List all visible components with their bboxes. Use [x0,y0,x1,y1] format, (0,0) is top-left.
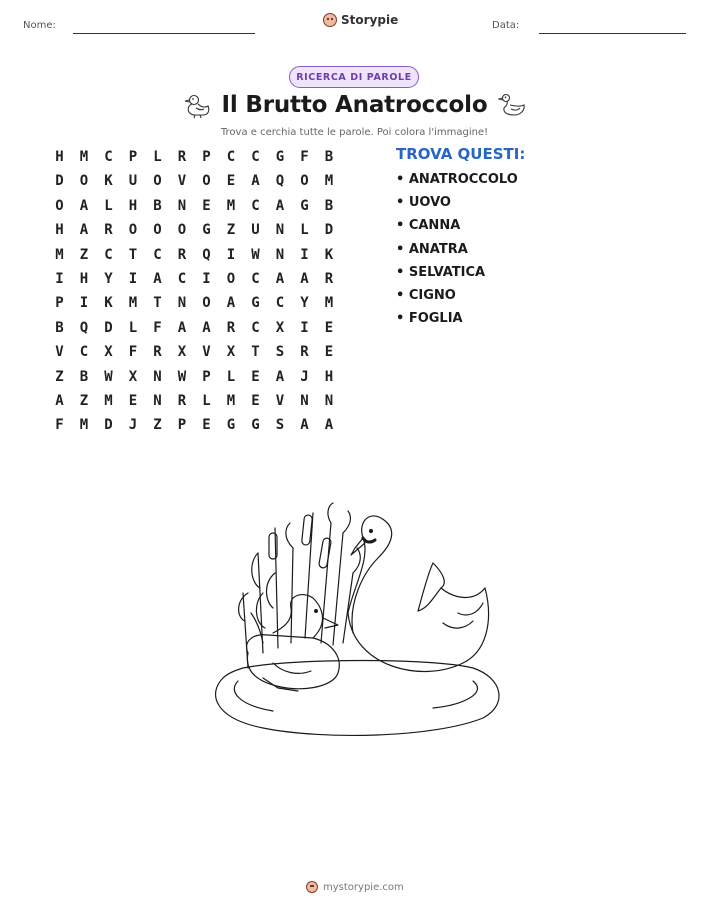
grid-letter: V [275,393,285,409]
swan-duckling-coloring-image [203,493,508,748]
grid-letter: B [324,197,334,214]
grid-letter: U [128,173,138,190]
grid-letter: M [79,417,89,434]
grid-letter: B [55,319,64,336]
grid-letter: X [104,344,113,361]
grid-letter: B [324,149,334,165]
grid-letter: C [104,149,113,165]
grid-letter: N [177,295,187,312]
grid-letter: V [55,344,64,361]
grid-letter: G [275,149,285,165]
grid-letter: N [153,393,162,409]
grid-letter: I [55,271,64,287]
grid-letter: D [104,417,113,434]
word-item: • CANNA [396,218,461,234]
grid-letter: P [202,368,211,385]
grid-letter: S [275,417,285,434]
grid-letter: G [300,197,309,214]
name-label: Nome: [23,20,56,31]
grid-letter: H [128,197,138,214]
grid-letter: A [153,271,162,287]
grid-letter: R [177,246,187,263]
grid-letter: E [251,393,260,409]
grid-letter: E [202,417,211,434]
grid-letter: A [177,319,187,336]
grid-letter: T [153,295,162,312]
grid-letter: O [202,295,211,312]
grid-letter: X [177,344,187,361]
grid-letter: H [324,368,334,385]
grid-letter: A [324,417,334,434]
grid-letter: Q [202,246,211,263]
grid-letter: C [79,344,89,361]
grid-letter: R [324,271,334,287]
page-title: Il Brutto Anatroccolo [221,92,488,118]
grid-letter: M [226,393,236,409]
grid-letter: A [226,295,236,312]
grid-letter: U [251,222,260,239]
grid-letter: Q [79,319,89,336]
grid-letter: T [128,246,138,263]
grid-letter: P [55,295,64,312]
grid-letter: L [128,319,138,336]
grid-letter: P [128,149,138,165]
duck-icon [498,93,526,119]
grid-letter: O [79,173,89,190]
grid-letter: A [300,417,309,434]
word-item: • ANATRA [396,241,468,257]
grid-letter: P [202,149,211,165]
grid-letter: P [177,417,187,434]
grid-letter: O [300,173,309,190]
grid-letter: O [128,222,138,239]
grid-letter: E [324,319,334,336]
grid-letter: A [275,368,285,385]
grid-letter: A [300,271,309,287]
grid-letter: R [177,393,187,409]
grid-letter: W [177,368,187,385]
grid-letter: E [202,197,211,214]
grid-letter: I [300,246,309,263]
footer [306,881,404,893]
grid-letter: D [104,319,113,336]
brand [323,13,398,27]
grid-letter: O [226,271,236,287]
grid-letter: I [202,271,211,287]
grid-letter: K [324,246,334,263]
grid-letter: R [153,344,162,361]
grid-letter: G [226,417,236,434]
date-label: Data: [492,20,520,31]
grid-letter: A [202,319,211,336]
grid-letter: H [55,149,64,165]
grid-letter: E [324,344,334,361]
grid-letter: M [104,393,113,409]
grid-letter: X [275,319,285,336]
grid-letter: B [153,197,162,214]
word-item: • FOGLIA [396,311,463,327]
grid-letter: M [226,197,236,214]
grid-letter: R [300,344,309,361]
grid-letter: F [128,344,138,361]
grid-letter: A [79,222,89,239]
grid-letter: K [104,173,113,190]
grid-letter: Z [79,246,89,263]
grid-letter: Z [79,393,89,409]
grid-letter: N [153,368,162,385]
grid-letter: M [55,246,64,263]
grid-letter: C [251,197,260,214]
grid-letter: G [202,222,211,239]
grid-letter: O [153,222,162,239]
grid-letter: D [324,222,334,239]
grid-letter: W [104,368,113,385]
grid-letter: L [202,393,211,409]
grid-letter: R [177,149,187,165]
grid-letter: R [226,319,236,336]
grid-letter: T [251,344,260,361]
grid-letter: J [300,368,309,385]
grid-letter: L [300,222,309,239]
grid-letter: N [177,197,187,214]
grid-letter: C [251,271,260,287]
grid-letter: L [226,368,236,385]
grid-letter: A [55,393,64,409]
grid-letter: N [275,246,285,263]
grid-letter: C [251,319,260,336]
brand-name: Storypie [341,13,399,27]
grid-letter: A [275,197,285,214]
grid-letter: M [324,173,334,190]
grid-letter: O [177,222,187,239]
category-badge: RICERCA DI PAROLE [289,66,419,88]
word-item: • UOVO [396,195,451,211]
grid-letter: F [300,149,309,165]
grid-letter: N [300,393,309,409]
grid-letter: Z [153,417,162,434]
grid-letter: K [104,295,113,312]
grid-letter: L [104,197,113,214]
grid-letter: D [55,173,64,190]
grid-letter: M [79,149,89,165]
grid-letter: C [177,271,187,287]
grid-letter: O [153,173,162,190]
grid-letter: H [79,271,89,287]
grid-letter: E [226,173,236,190]
grid-letter: C [104,246,113,263]
grid-letter: I [128,271,138,287]
grid-letter: W [251,246,260,263]
word-item: • CIGNO [396,287,456,303]
grid-letter: I [79,295,89,312]
grid-letter: N [275,222,285,239]
grid-letter: G [251,417,260,434]
word-item: • ANATROCCOLO [396,172,518,187]
name-line [73,33,255,34]
grid-letter: R [104,222,113,239]
grid-letter: C [275,295,285,312]
grid-letter: I [226,246,236,263]
footer-url: mystorypie.com [323,881,404,893]
date-line [539,33,686,34]
grid-letter: V [202,344,211,361]
grid-letter: M [324,295,334,312]
grid-letter: X [226,344,236,361]
grid-letter: Y [300,295,309,312]
grid-letter: X [128,368,138,385]
grid-letter: F [55,417,64,434]
word-item: • SELVATICA [396,264,486,280]
grid-letter: G [251,295,260,312]
grid-letter: C [251,149,260,165]
grid-letter: Z [55,368,64,385]
grid-letter: M [128,295,138,312]
grid-letter: E [251,368,260,385]
grid-letter: E [128,393,138,409]
grid-letter: Y [104,271,113,287]
grid-letter: O [202,173,211,190]
grid-letter: N [324,393,334,409]
grid-letter: L [153,149,162,165]
grid-letter: A [275,271,285,287]
grid-letter: S [275,344,285,361]
grid-letter: V [177,173,187,190]
grid-letter: Z [226,222,236,239]
word-list-heading: TROVA QUESTI: [396,145,526,163]
storypie-logo-icon [306,881,318,893]
grid-letter: A [79,197,89,214]
grid-letter: O [55,197,64,214]
grid-letter: Q [275,173,285,190]
instructions: Trova e cerchia tutte le parole. Poi colora l'immagine! [220,127,489,138]
grid-letter: I [300,319,309,336]
grid-letter: H [55,222,64,239]
grid-letter: C [226,149,236,165]
grid-letter: A [251,173,260,190]
word-list [396,172,518,334]
grid-letter: F [153,319,162,336]
grid-letter: J [128,417,138,434]
storypie-logo-icon [323,13,337,27]
grid-letter: C [153,246,162,263]
grid-letter: B [79,368,89,385]
